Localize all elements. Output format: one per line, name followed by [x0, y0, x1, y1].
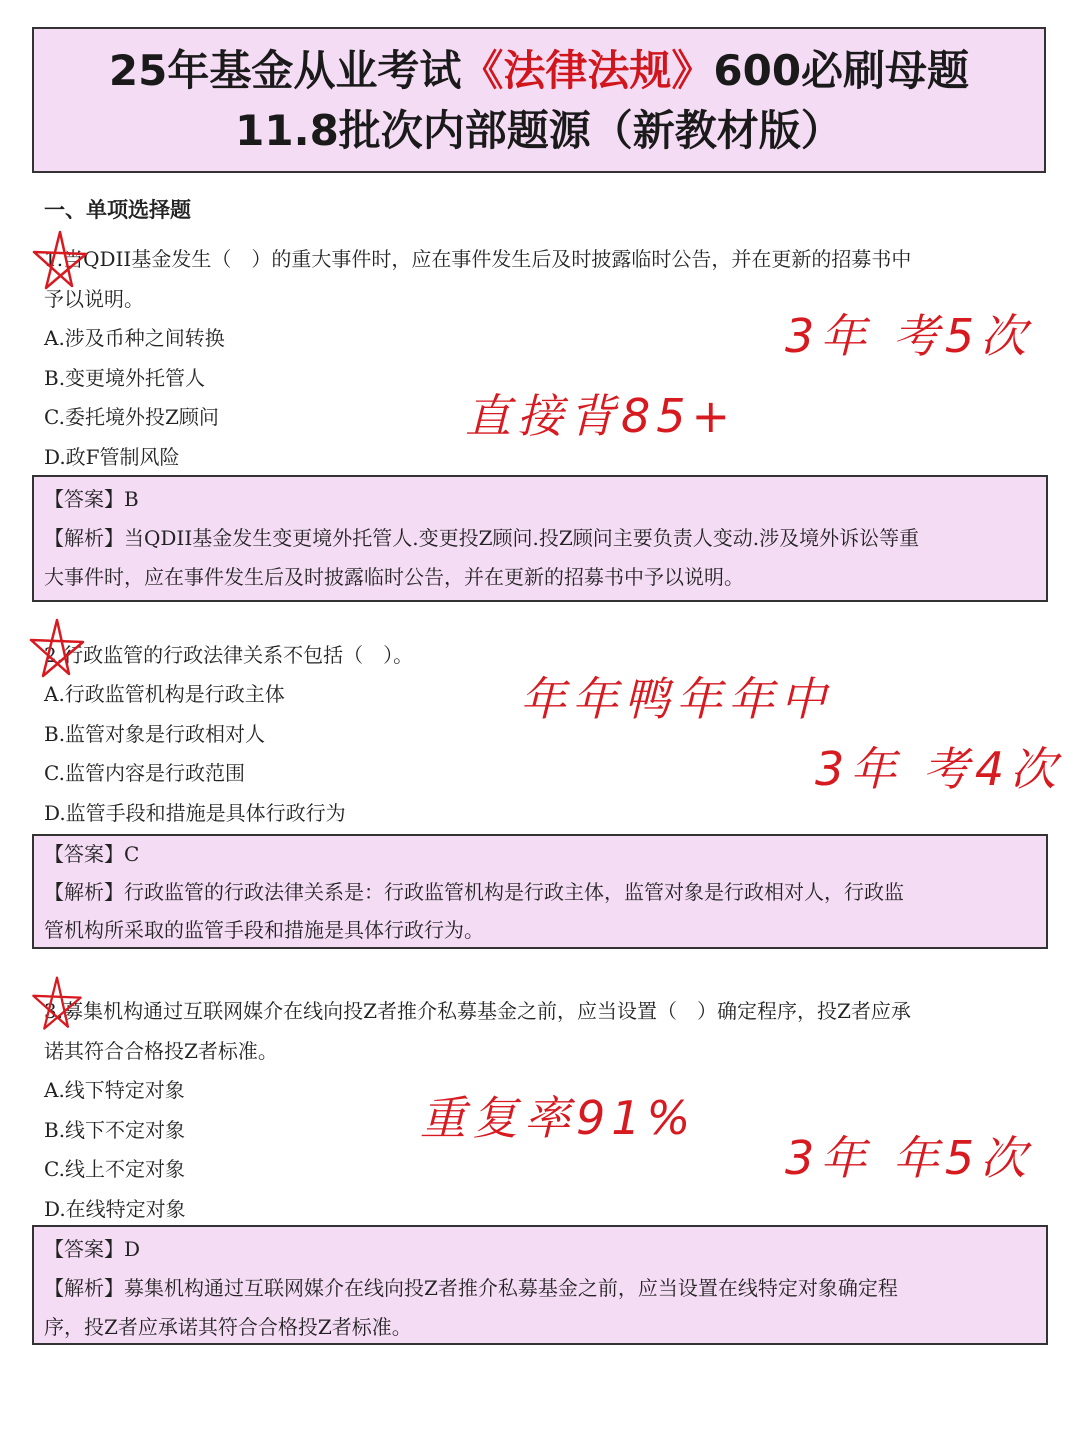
answer-1: 【答案】B	[44, 487, 139, 511]
star-mark-icon	[26, 974, 88, 1034]
answer-3: 【答案】D	[44, 1237, 141, 1261]
title-prefix: 25年基金从业考试	[108, 46, 462, 95]
question-3-option-d: D.在线特定对象	[44, 1197, 186, 1221]
analysis-1-line1: 【解析】当QDII基金发生变更境外托管人.变更投Z顾问.投Z顾问主要负责人变动.涉及境外诉讼等重	[44, 526, 920, 550]
question-3-option-c: C.线上不定对象	[44, 1157, 185, 1181]
handwritten-note: 3年 年5次	[785, 1131, 1033, 1185]
question-3-stem-line1: 3.募集机构通过互联网媒介在线向投Z者推介私募基金之前，应当设置（ ）确定程序，投Z者应承	[44, 999, 911, 1023]
question-2-stem-line1: 2.行政监管的行政法律关系不包括（ ）。	[44, 643, 414, 667]
handwritten-note: 重复率91%	[420, 1091, 697, 1145]
question-3-option-b: B.线下不定对象	[44, 1118, 186, 1142]
star-mark-icon	[24, 616, 90, 682]
question-3-stem-line2: 诺其符合合格投Z者标准。	[44, 1039, 278, 1063]
analysis-2-line2: 管机构所采取的监管手段和措施是具体行政行为。	[44, 918, 484, 942]
analysis-3-line2: 序，投Z者应承诺其符合合格投Z者标准。	[44, 1315, 412, 1339]
title-highlight: 《法律法规》	[461, 46, 714, 95]
analysis-2-line1: 【解析】行政监管的行政法律关系是：行政监管机构是行政主体，监管对象是行政相对人，行政监	[44, 880, 904, 904]
analysis-3-line1: 【解析】募集机构通过互联网媒介在线向投Z者推介私募基金之前，应当设置在线特定对象确定程	[44, 1276, 898, 1300]
star-mark-icon	[28, 228, 92, 294]
question-1-stem-line1: 1.当QDII基金发生（ ）的重大事件时，应在事件发生后及时披露临时公告，并在更新的招募书中	[44, 247, 912, 271]
handwritten-note: 3年 考5次	[785, 309, 1033, 363]
question-3-option-a: A.线下特定对象	[44, 1078, 185, 1102]
question-2-option-d: D.监管手段和措施是具体行政行为	[44, 801, 346, 825]
question-1-stem-line2: 予以说明。	[44, 287, 144, 311]
section-heading: 一、单项选择题	[44, 197, 191, 222]
answer-2: 【答案】C	[44, 842, 140, 866]
analysis-1-line2: 大事件时，应在事件发生后及时披露临时公告，并在更新的招募书中予以说明。	[44, 565, 744, 589]
answer-box-2	[32, 834, 1048, 949]
title-line-2: 11.8批次内部题源（新教材版）	[235, 106, 843, 155]
question-2-option-b: B.监管对象是行政相对人	[44, 722, 266, 746]
answer-box-1	[32, 475, 1048, 602]
answer-box-3	[32, 1225, 1048, 1345]
question-1-option-c: C.委托境外投Z顾问	[44, 405, 219, 429]
handwritten-note: 直接背85+	[465, 389, 737, 443]
handwritten-note: 年年鸭年年中	[520, 672, 832, 726]
question-1-option-d: D.政F管制风险	[44, 445, 180, 469]
title-banner	[32, 27, 1046, 173]
question-1-option-a: A.涉及币种之间转换	[44, 326, 225, 350]
question-1-option-b: B.变更境外托管人	[44, 366, 206, 390]
title-line-1	[34, 41, 1044, 101]
handwritten-note: 3年 考4次	[815, 742, 1063, 796]
question-2-option-a: A.行政监管机构是行政主体	[44, 682, 285, 706]
title-suffix: 600必刷母题	[713, 46, 970, 95]
question-2-option-c: C.监管内容是行政范围	[44, 761, 245, 785]
